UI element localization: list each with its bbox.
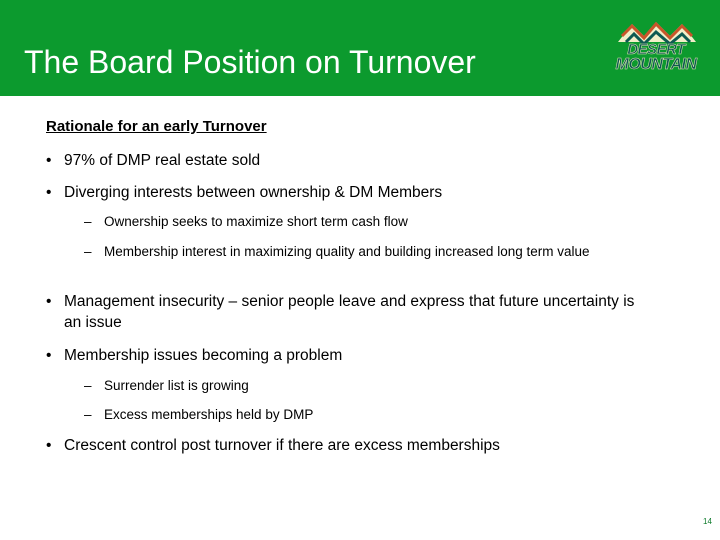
sub-bullet-item: – Membership interest in maximizing quality and building increased long term value <box>84 244 590 259</box>
slide-title: The Board Position on Turnover <box>24 44 476 80</box>
bullet-item: • Management insecurity – senior people leave and express that future uncertainty is an issue <box>46 293 635 331</box>
bullet-item: • Diverging interests between ownership & DM Members <box>46 184 443 201</box>
bullet-item: • Membership issues becoming a problem <box>46 347 343 364</box>
sub-bullet-item: – Ownership seeks to maximize short term cash flow <box>84 214 408 229</box>
sub-bullet-item: – Surrender list is growing <box>84 378 249 393</box>
section-heading: Rationale for an early Turnover <box>46 118 267 135</box>
bullet-item: • Crescent control post turnover if there are excess memberships <box>46 437 500 454</box>
logo-text-mountain: MOUNTAIN <box>615 56 697 73</box>
header-bar <box>0 0 720 96</box>
page-number: 14 <box>703 517 712 526</box>
sub-bullet-item: – Excess memberships held by DMP <box>84 407 314 422</box>
desert-mountain-logo <box>596 16 716 76</box>
logo-text-desert: DESERT <box>627 41 685 58</box>
bullet-item: • 97% of DMP real estate sold <box>46 152 261 169</box>
